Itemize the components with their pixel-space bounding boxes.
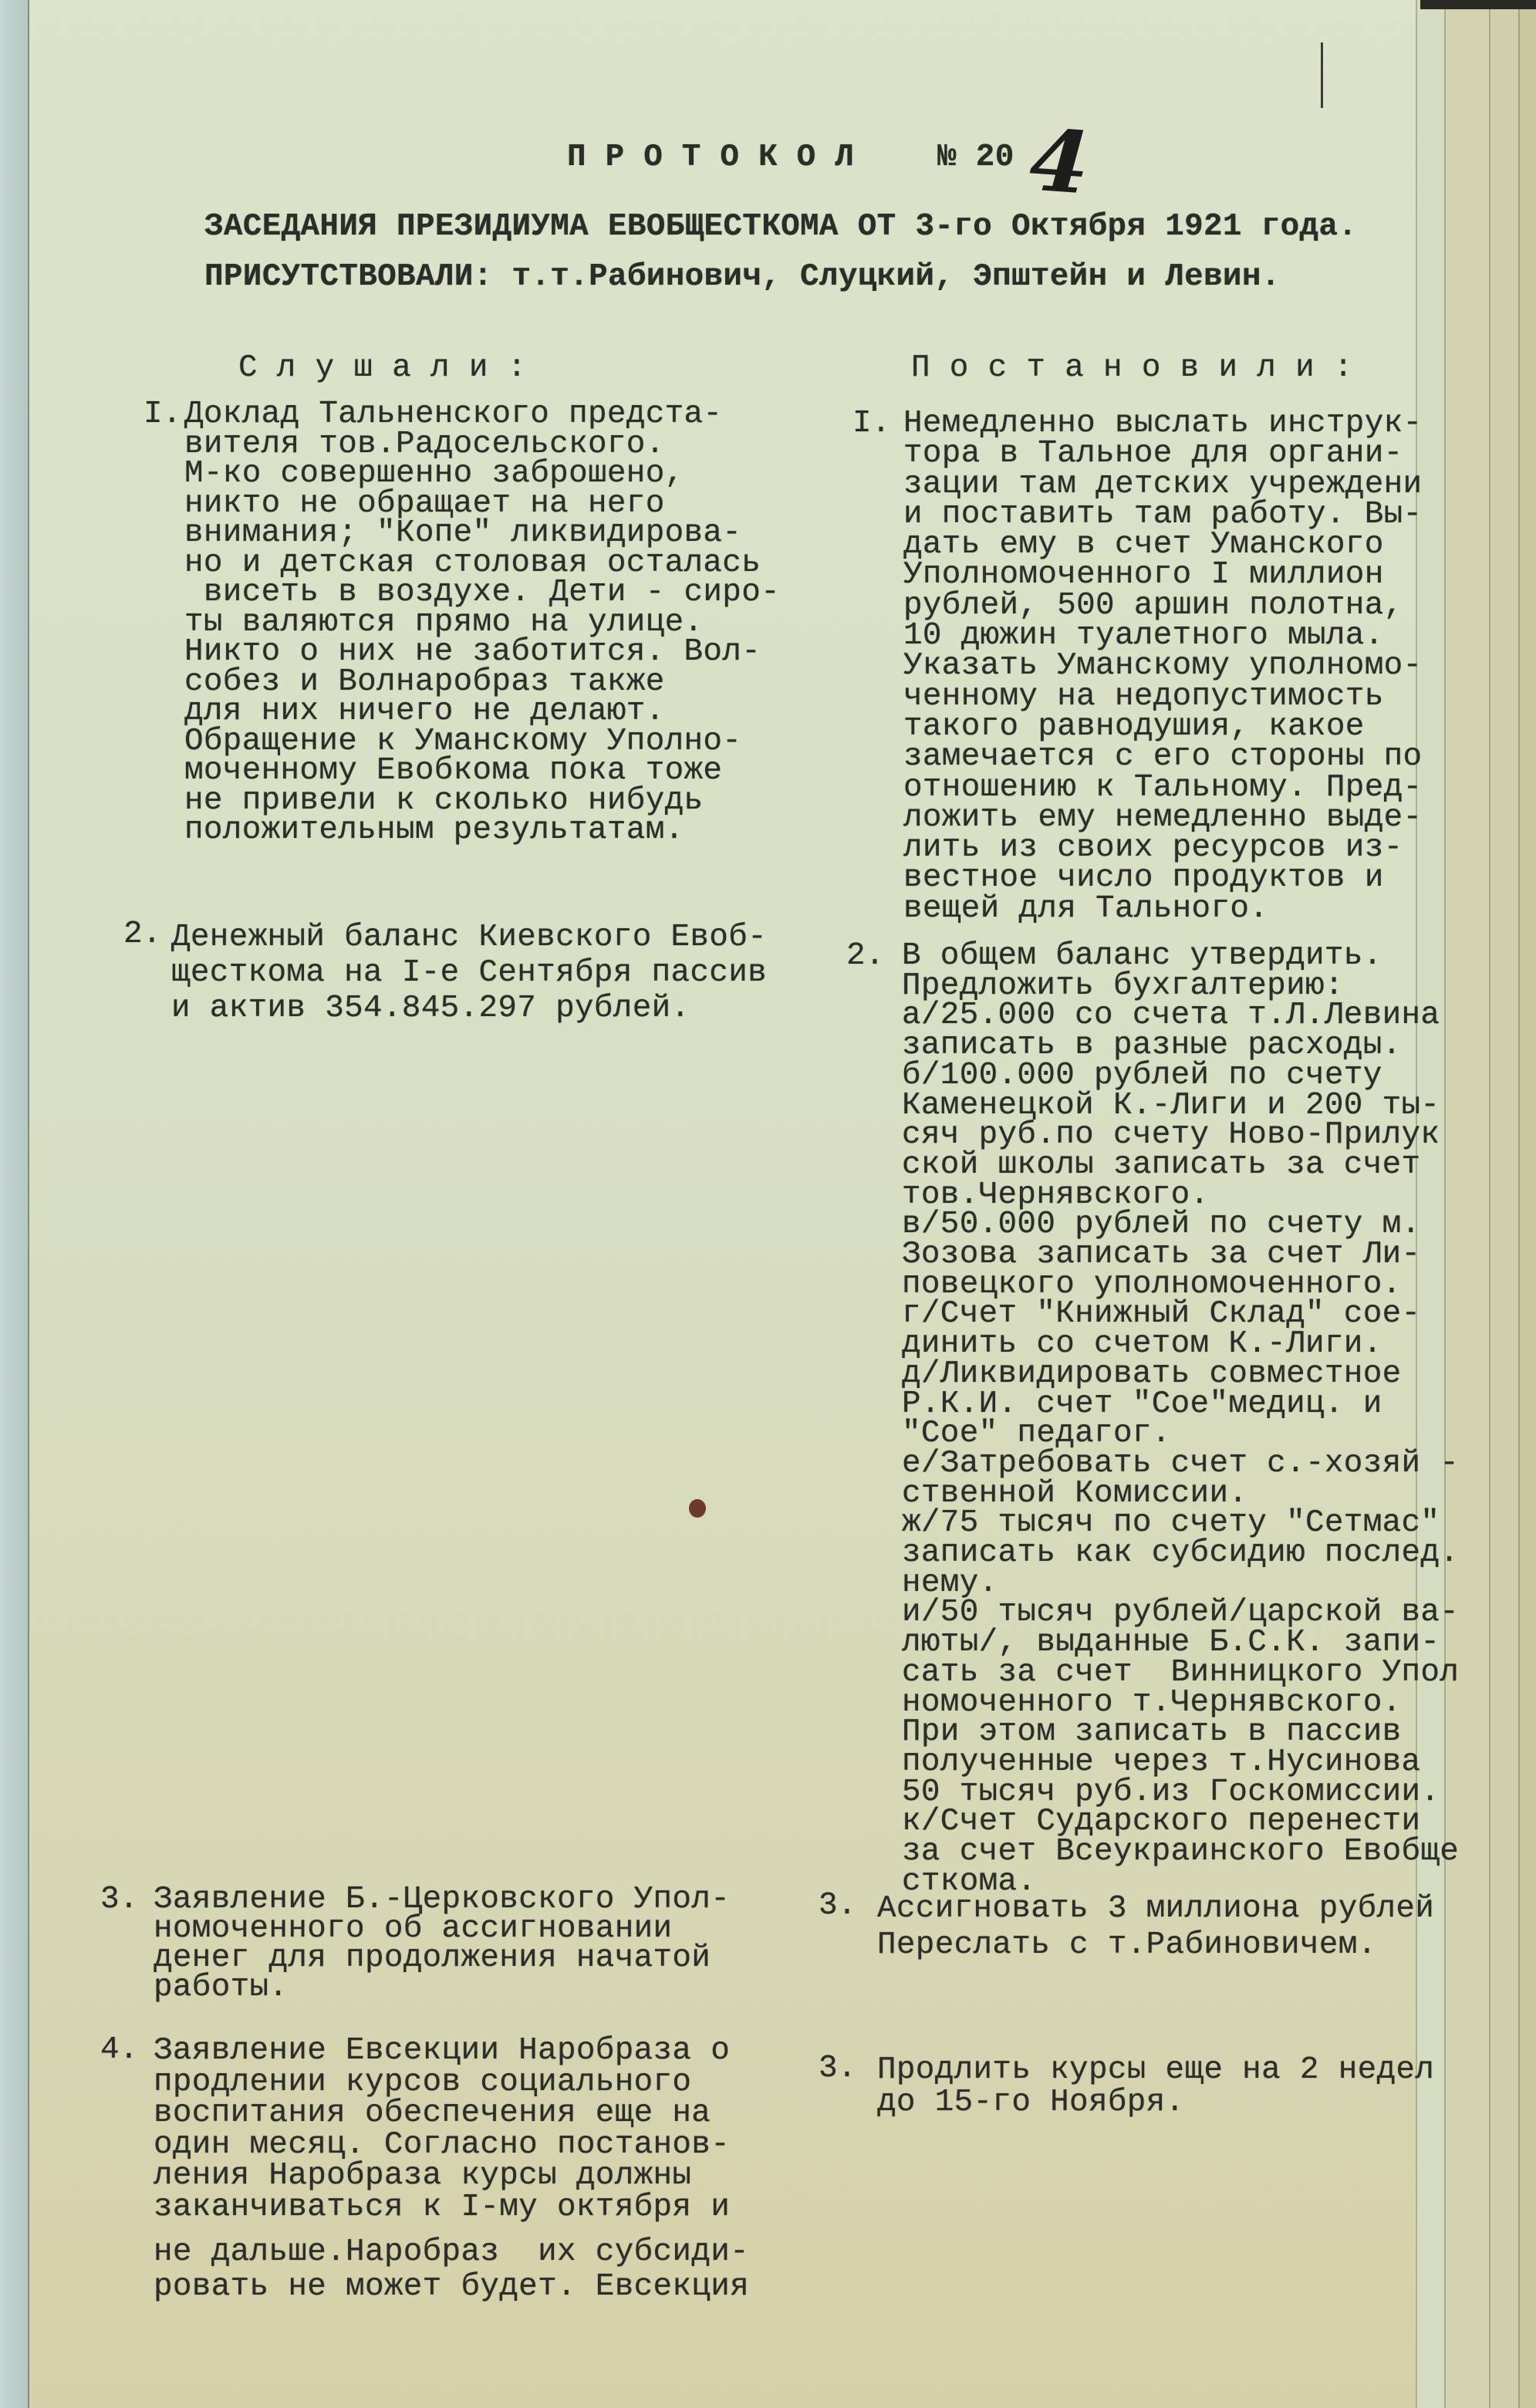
item-number: 3. [819, 2051, 857, 2086]
item-text: Продлить курсы еще на 2 недел до 15-го Ноября. [877, 2052, 1435, 2120]
item-number: 3. [819, 1888, 857, 1923]
item-number: I. [852, 406, 891, 441]
item-number: 3. [100, 1882, 139, 1917]
attendees-line: ПРИСУТСТВОВАЛИ: т.т.Рабинович, Слуцкий, Эпштейн и Левин. [204, 259, 1281, 295]
meeting-subtitle: ЗАСЕДАНИЯ ПРЕЗИДИУМА ЕВОБЩЕСТКОМА ОТ 3-го Октября 1921 года. [204, 209, 1358, 245]
item-text: Немедленно выслать инструк- тора в Тальное для органи- зации там детских учреждени и поставить там работу. Вы- дать ему в счет Уманского Уполномоченного I миллион рублей, 500 аршин полотна, 10 дюжин туалетного мыла. Указать Уманскому уполномо- ченному на недопустимость такого равнодушия, какое замечается с его стороны по отношению к Тальному. Пред- ложить ему немедленно выде- лить из своих ресурсов из- вестное число продуктов и вещей для Тального. [903, 406, 1423, 927]
item-text: В общем баланс утвердить. Предложить бухгалтерию: а/25.000 со счета т.Л.Левина записать в разные расходы. б/100.000 рублей по счету Каменецкой К.-Лиги и 200 ты- сяч руб.по счету Ново-Прилук ской школы записать за счет тов.Чернявского. в/50.000 рублей по счету м. Зозова записать за счет Ли- повецкого уполномоченного. г/Счет "Книжный Склад" сое- динить со счетом К.-Лиги. д/Ликвидировать совместное Р.К.И. счет "Сое"медиц. и "Сое" педагог. е/Затребовать счет с.-хозяй - ственной Комиссии. ж/75 тысяч по счету "Сетмас" записать как субсидию послед. нему. и/50 тысяч рублей/царской ва- люты/, выданные Б.С.К. запи- сать за счет Винницкого Упол номоченного т.Чернявского. При этом записать в пассив полученные через т.Нусинова 50 тысяч руб.из Госкомиссии. к/Счет Сударского перенести за счет Всеукраинского Евобще сткома. [902, 938, 1460, 1900]
document-title: ПРОТОКОЛ [567, 140, 873, 175]
item-text: Заявление Б.-Церковского Упол- номоченного об ассигновании денег для продолжения начатой работы. [154, 1882, 731, 2005]
item-number: I. [143, 397, 182, 432]
item-text: Доклад Тальненского предста- вителя тов.Радосельского. М-ко совершенно заброшено, никто не обращает на него внимания; "Копе" ликвидирова- но и детская столовая осталась висеть в воздухе. Дети - сиро- ты валяются прямо на улице. Никто о них не заботится. Вол- собез и Волнаробраз также для них ничего не делают. Обращение к Уманскому Уполно- моченному Евобкома пока тоже не привели к сколько нибудь положительным результатам. [184, 397, 781, 848]
protocol-number: № 20 [937, 140, 1014, 175]
item-text-continued: не дальше.Наробраз их субсиди- ровать не может будет. Евсекция [154, 2234, 750, 2305]
item-number: 2. [123, 917, 162, 952]
page-edge [1518, 0, 1536, 2408]
item-text: Заявление Евсекции Наробраза о продлении курсов социального воспитания обеспечения еще на один месяц. Согласно постанов- ления Наробраза курсы должны заканчиваться к I-му октября и [154, 2033, 731, 2225]
scan-left-edge [0, 0, 29, 2408]
resolved-column-heading: П о с т а н о в и л и : [911, 350, 1353, 386]
item-text: Денежный баланс Киевского Евоб- щесткома на I-е Сентября пассив и актив 354.845.297 рублей. [171, 920, 768, 1026]
heard-column-heading: С л у ш а л и : [238, 350, 527, 386]
scan-corner-shadow [1420, 0, 1536, 9]
ink-stain [689, 1499, 706, 1518]
item-number: 4. [100, 2032, 139, 2068]
pencil-mark [1321, 42, 1323, 108]
item-text: Ассигновать 3 миллиона рублей Переслать с т.Рабиновичем. [877, 1891, 1435, 1963]
page-edge [1489, 0, 1521, 2408]
handwritten-number: 4 [1026, 110, 1092, 214]
item-number: 2. [846, 938, 885, 974]
